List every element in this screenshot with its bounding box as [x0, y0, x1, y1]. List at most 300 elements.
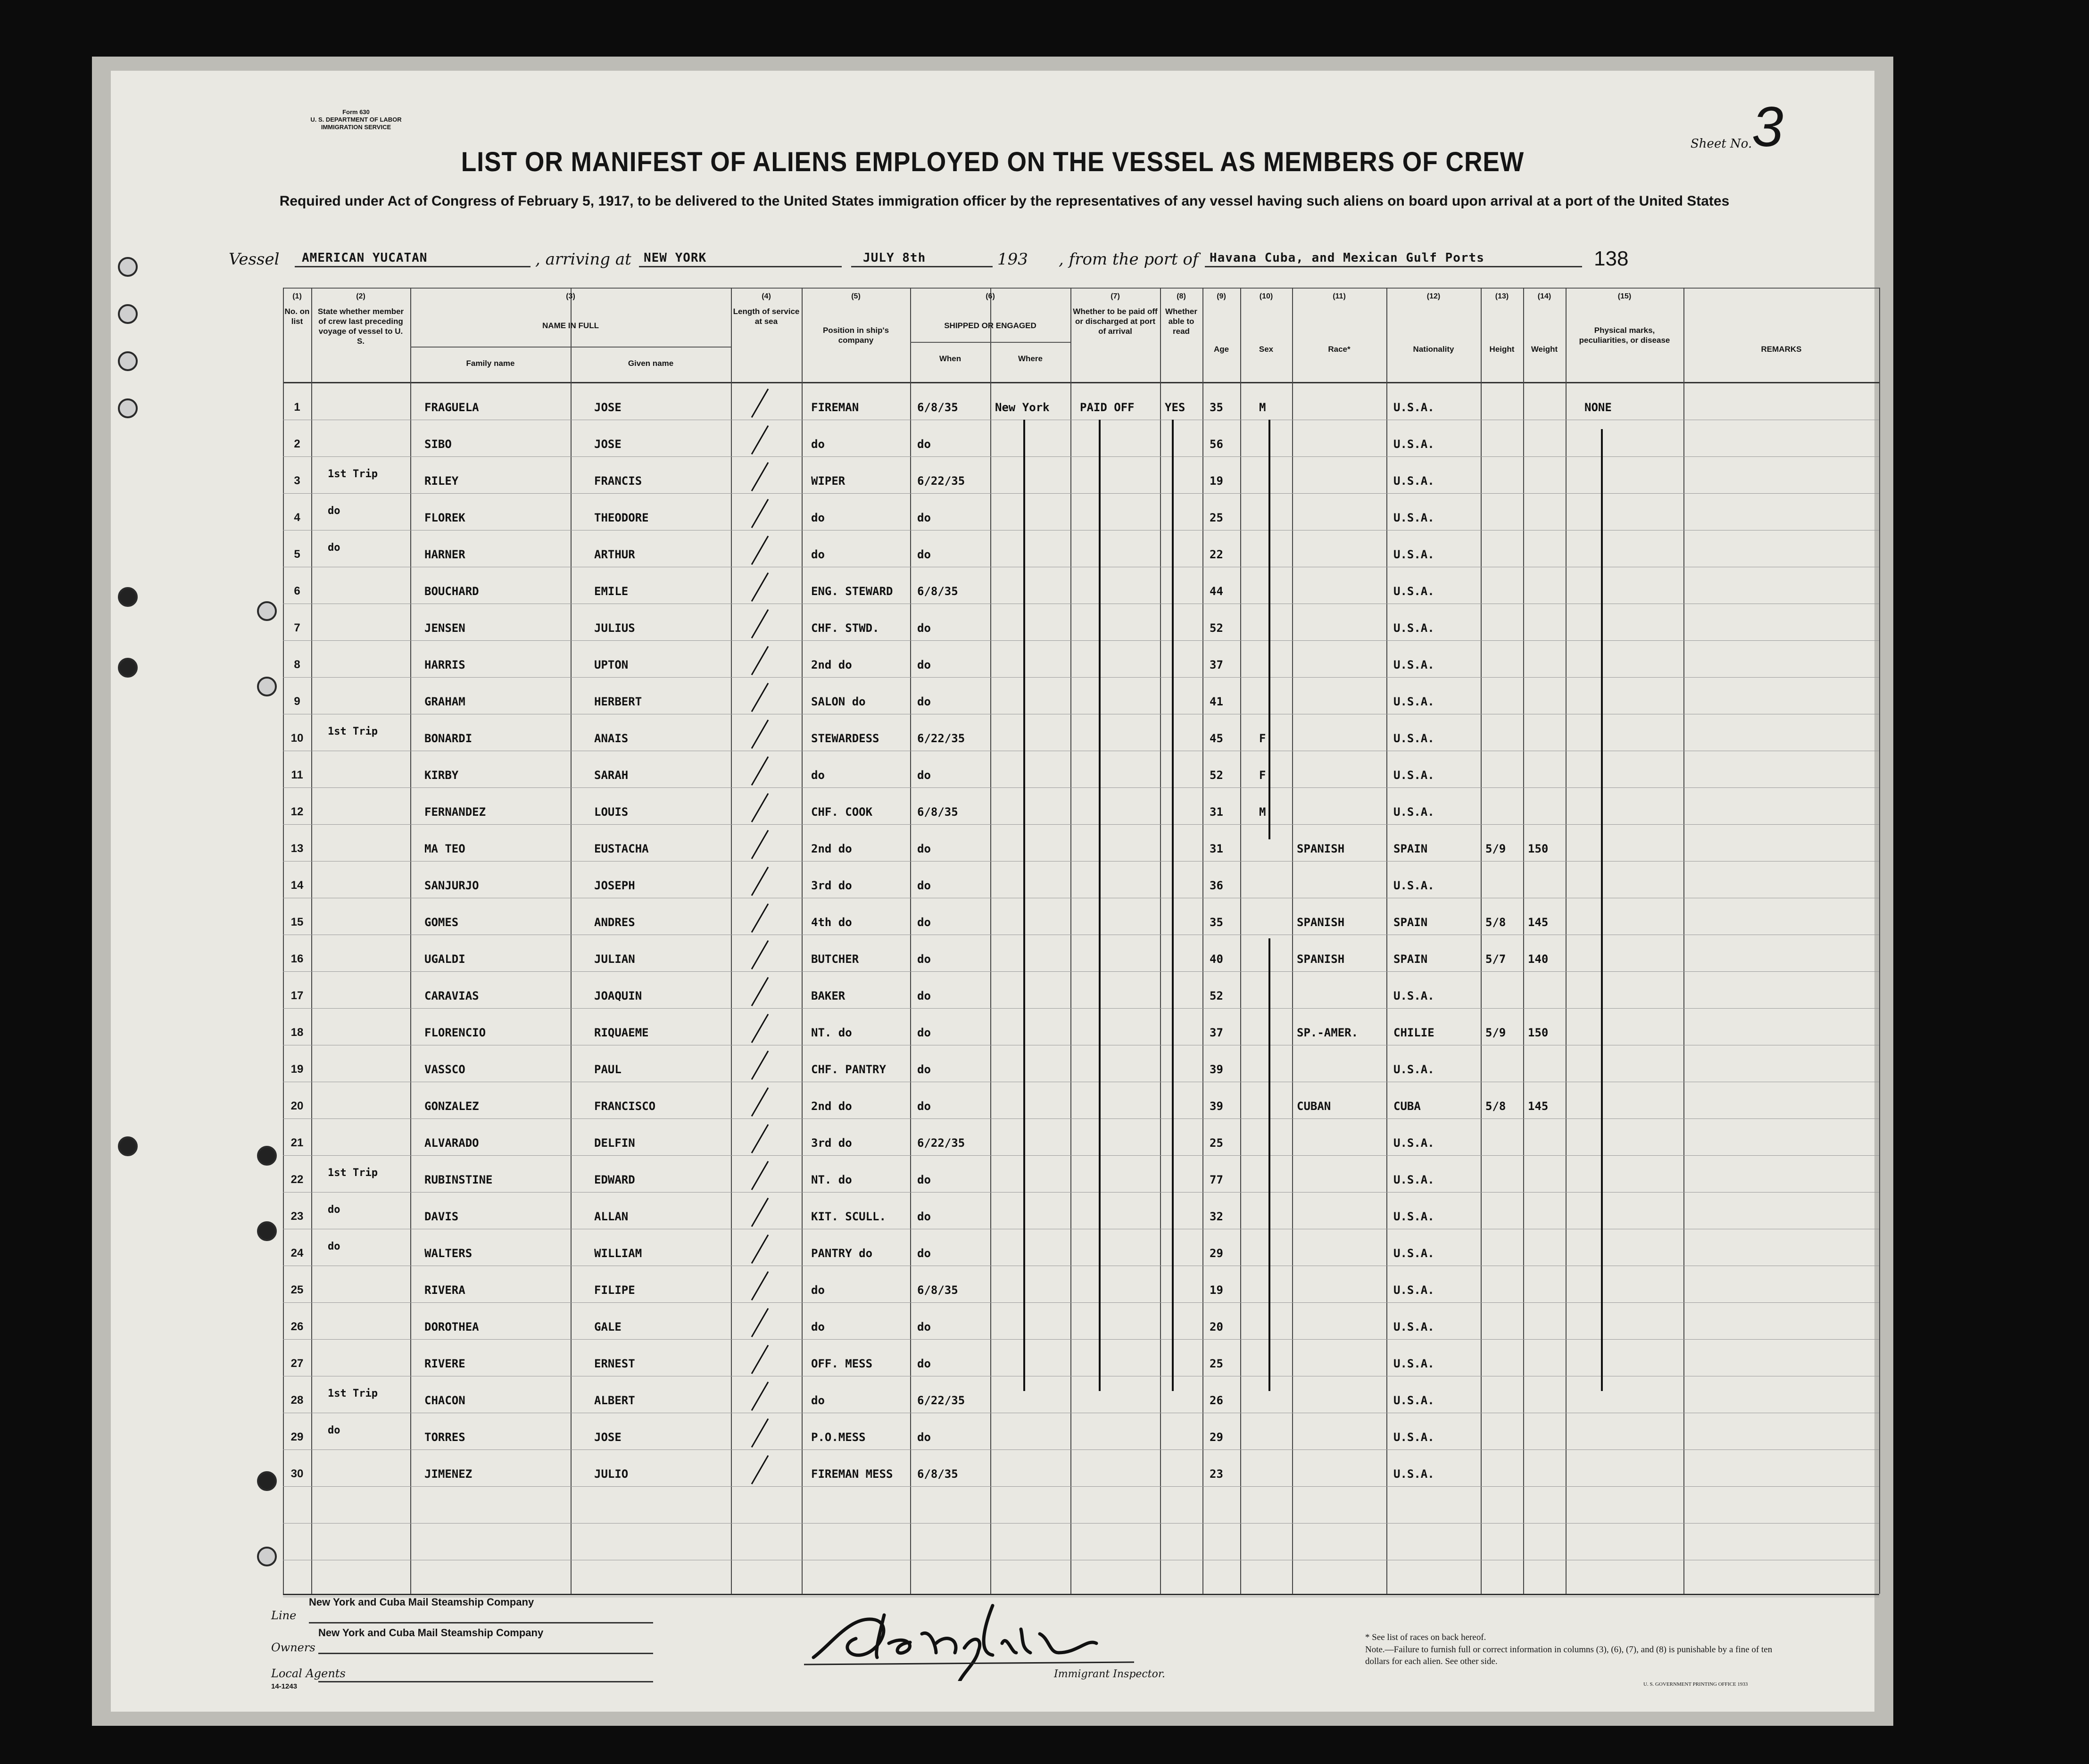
- row-paid-off: PAID OFF: [1080, 401, 1135, 414]
- row-shipped-when: do: [917, 548, 931, 561]
- row-number: 2: [294, 438, 300, 450]
- row-age: 37: [1210, 658, 1223, 671]
- row-given-name: ALBERT: [594, 1394, 635, 1407]
- col7-header: Whether to be paid off or discharged at port of arrival: [1073, 307, 1158, 336]
- row-shipped-when: do: [917, 1100, 931, 1113]
- row-family-name: CHACON: [424, 1394, 465, 1407]
- row-position: do: [811, 1394, 825, 1407]
- row-number: 9: [294, 695, 300, 708]
- row-number: 5: [294, 548, 300, 561]
- row-family-name: RILEY: [424, 474, 459, 488]
- row-family-name: RIVERA: [424, 1284, 465, 1297]
- table-top-border: [283, 288, 1879, 289]
- row-number: 24: [290, 1247, 304, 1259]
- row-family-name: RUBINSTINE: [424, 1173, 493, 1186]
- row-number: 10: [290, 732, 304, 745]
- row-given-name: FILIPE: [594, 1284, 635, 1297]
- arrival-port-underline: [639, 266, 842, 267]
- row-family-name: HARNER: [424, 548, 465, 561]
- row-height: 5/8: [1485, 916, 1506, 929]
- row-number: 6: [294, 585, 300, 597]
- service-check-mark: [751, 1161, 769, 1190]
- row-age: 19: [1210, 474, 1223, 488]
- row-shipped-when: do: [917, 1026, 931, 1039]
- remarks-header: REMARKS: [1761, 345, 1802, 354]
- crew-table: [283, 288, 1879, 1594]
- service-check-mark: [751, 462, 769, 491]
- row-number: 13: [290, 842, 304, 855]
- row-position: KIT. SCULL.: [811, 1210, 886, 1223]
- row-position: STEWARDESS: [811, 732, 879, 745]
- form-service: IMMIGRATION SERVICE: [321, 124, 391, 131]
- row-age: 32: [1210, 1210, 1223, 1223]
- column-divider: [1481, 288, 1482, 1594]
- row-position: BAKER: [811, 989, 846, 1002]
- row-position: OFF. MESS: [811, 1357, 873, 1370]
- row-given-name: WILLIAM: [594, 1247, 642, 1260]
- form-identifier: [290, 108, 422, 131]
- row-shipped-when: do: [917, 621, 931, 635]
- row-position: BUTCHER: [811, 952, 859, 966]
- row-number: 12: [290, 805, 304, 818]
- row-shipped-when: do: [917, 1210, 931, 1223]
- row-previous-voyage: 1st Trip: [328, 1388, 378, 1400]
- row-weight: 150: [1528, 842, 1549, 855]
- row-previous-voyage: 1st Trip: [328, 1167, 378, 1179]
- row-weight: 150: [1528, 1026, 1549, 1039]
- row-number: 27: [290, 1357, 304, 1370]
- binder-hole: [257, 601, 277, 621]
- service-check-mark: [751, 572, 769, 602]
- row-sex: F: [1259, 732, 1266, 745]
- row-nationality: U.S.A.: [1393, 585, 1434, 598]
- service-check-mark: [751, 1455, 769, 1484]
- row-previous-voyage: do: [328, 1241, 340, 1252]
- row-given-name: JULIUS: [594, 621, 635, 635]
- col15-number: (15): [1617, 292, 1632, 300]
- ditto-line: [1268, 420, 1270, 839]
- row-given-name: RIQUAEME: [594, 1026, 649, 1039]
- row-nationality: U.S.A.: [1393, 511, 1434, 524]
- col11-number: (11): [1333, 292, 1346, 300]
- service-check-mark: [751, 389, 769, 418]
- row-position: do: [811, 769, 825, 782]
- service-check-mark: [751, 720, 769, 749]
- col9-header: Age: [1213, 345, 1229, 354]
- row-given-name: ALLAN: [594, 1210, 629, 1223]
- header-bottom-border: [283, 382, 1879, 383]
- row-number: 15: [290, 916, 304, 928]
- row-age: 31: [1210, 805, 1223, 819]
- row-given-name: EMILE: [594, 585, 629, 598]
- row-shipped-when: do: [917, 842, 931, 855]
- col2-header: State whether member of crew last preceding voyage of vessel to U. S.: [317, 307, 404, 346]
- row-nationality: CUBA: [1393, 1100, 1421, 1113]
- column-divider: [1202, 288, 1203, 1594]
- row-age: 52: [1210, 621, 1223, 635]
- row-shipped-when: 6/8/35: [917, 805, 958, 819]
- row-nationality: U.S.A.: [1393, 1173, 1434, 1186]
- service-check-mark: [751, 903, 769, 933]
- binder-hole: [118, 304, 138, 324]
- row-age: 23: [1210, 1467, 1223, 1481]
- col14-header: Weight: [1531, 345, 1558, 354]
- binder-hole: [118, 1136, 138, 1156]
- row-shipped-when: do: [917, 1063, 931, 1076]
- row-position: do: [811, 438, 825, 451]
- row-nationality: U.S.A.: [1393, 1284, 1434, 1297]
- row-family-name: BONARDI: [424, 732, 473, 745]
- col11-header: Race*: [1328, 345, 1351, 354]
- column-divider: [1160, 288, 1161, 1594]
- row-nationality: U.S.A.: [1393, 769, 1434, 782]
- inspector-label: Immigrant Inspector.: [1054, 1668, 1165, 1680]
- row-race: SPANISH: [1297, 952, 1345, 966]
- service-check-mark: [751, 793, 769, 822]
- col15-header: Physical marks, peculiarities, or disease: [1579, 326, 1670, 345]
- row-age: 45: [1210, 732, 1223, 745]
- service-check-mark: [751, 683, 769, 712]
- ruled-line: [283, 824, 1879, 825]
- vessel-label: Vessel: [229, 250, 280, 269]
- row-position: 3rd do: [811, 879, 852, 892]
- ruled-line: [283, 493, 1879, 494]
- row-previous-voyage: do: [328, 505, 340, 517]
- service-check-mark: [751, 536, 769, 565]
- row-given-name: JOSEPH: [594, 879, 635, 892]
- row-position: 2nd do: [811, 842, 852, 855]
- row-nationality: U.S.A.: [1393, 1357, 1434, 1370]
- row-number: 25: [290, 1284, 304, 1296]
- row-race: SPANISH: [1297, 916, 1345, 929]
- row-given-name: JOSE: [594, 1431, 622, 1444]
- col10-header: Sex: [1259, 345, 1274, 354]
- row-family-name: DAVIS: [424, 1210, 459, 1223]
- row-family-name: WALTERS: [424, 1247, 473, 1260]
- row-race: SPANISH: [1297, 842, 1345, 855]
- row-given-name: HERBERT: [594, 695, 642, 708]
- row-family-name: JIMENEZ: [424, 1467, 473, 1481]
- row-shipped-where: New York: [995, 401, 1050, 414]
- row-shipped-when: do: [917, 769, 931, 782]
- row-shipped-when: 6/8/35: [917, 1467, 958, 1481]
- row-shipped-when: 6/8/35: [917, 401, 958, 414]
- row-position: NT. do: [811, 1173, 852, 1186]
- row-nationality: U.S.A.: [1393, 732, 1434, 745]
- row-given-name: FRANCIS: [594, 474, 642, 488]
- row-family-name: BOUCHARD: [424, 585, 479, 598]
- service-check-mark: [751, 609, 769, 638]
- row-family-name: FLORENCIO: [424, 1026, 486, 1039]
- service-check-mark: [751, 1418, 769, 1448]
- row-family-name: VASSCO: [424, 1063, 465, 1076]
- row-nationality: U.S.A.: [1393, 621, 1434, 635]
- ruled-line: [283, 1486, 1879, 1487]
- row-sex: M: [1259, 805, 1266, 819]
- form-number: Form 630: [342, 108, 370, 116]
- row-previous-voyage: do: [328, 1204, 340, 1216]
- footnote-penalty: Note.—Failure to furnish full or correct information in columns (3), (6), (7), and (8) is punishable by a fine of ten dollars for each alien. See other side.: [1365, 1645, 1773, 1666]
- col3-number: (3): [566, 292, 575, 300]
- row-nationality: U.S.A.: [1393, 805, 1434, 819]
- arriving-label: , arriving at: [535, 250, 631, 269]
- row-number: 21: [290, 1136, 304, 1149]
- row-height: 5/9: [1485, 1026, 1506, 1039]
- col10-number: (10): [1259, 292, 1273, 300]
- row-given-name: JULIO: [594, 1467, 629, 1481]
- service-check-mark: [751, 646, 769, 675]
- binder-hole: [257, 1547, 277, 1566]
- row-position: WIPER: [811, 474, 846, 488]
- row-family-name: TORRES: [424, 1431, 465, 1444]
- name-header-divider: [410, 347, 731, 348]
- row-number: 18: [290, 1026, 304, 1039]
- row-position: FIREMAN MESS: [811, 1467, 893, 1481]
- arrival-year: 193: [997, 250, 1028, 269]
- service-check-mark: [751, 425, 769, 455]
- row-age: 35: [1210, 401, 1223, 414]
- row-given-name: PAUL: [594, 1063, 622, 1076]
- row-position: CHF. PANTRY: [811, 1063, 886, 1076]
- row-given-name: JOAQUIN: [594, 989, 642, 1002]
- row-shipped-when: do: [917, 916, 931, 929]
- row-nationality: U.S.A.: [1393, 548, 1434, 561]
- line-label: Line: [271, 1609, 297, 1622]
- row-nationality: SPAIN: [1393, 952, 1428, 966]
- column-divider: [1070, 288, 1071, 1594]
- row-age: 52: [1210, 769, 1223, 782]
- col9-number: (9): [1217, 292, 1226, 300]
- ruled-line: [283, 971, 1879, 972]
- row-shipped-when: do: [917, 952, 931, 966]
- sheet-number-label: Sheet No.: [1691, 137, 1752, 151]
- ruled-line: [283, 787, 1879, 788]
- ditto-line: [1172, 420, 1174, 1391]
- row-nationality: U.S.A.: [1393, 1210, 1434, 1223]
- row-age: 25: [1210, 511, 1223, 524]
- service-check-mark: [751, 830, 769, 859]
- line-value: New York and Cuba Mail Steamship Company: [309, 1596, 534, 1608]
- row-position: do: [811, 548, 825, 561]
- row-shipped-when: do: [917, 1431, 931, 1444]
- row-race: CUBAN: [1297, 1100, 1331, 1113]
- row-age: 56: [1210, 438, 1223, 451]
- binder-hole: [118, 398, 138, 418]
- row-number: 4: [294, 511, 300, 524]
- row-age: 77: [1210, 1173, 1223, 1186]
- row-family-name: FLOREK: [424, 511, 465, 524]
- col6-where-header: Where: [1018, 354, 1043, 363]
- row-number: 23: [290, 1210, 304, 1223]
- row-position: 3rd do: [811, 1136, 852, 1150]
- row-family-name: GRAHAM: [424, 695, 465, 708]
- row-number: 29: [290, 1431, 304, 1443]
- row-shipped-when: do: [917, 438, 931, 451]
- col8-number: (8): [1177, 292, 1186, 300]
- col1-number: (1): [292, 292, 302, 300]
- row-age: 40: [1210, 952, 1223, 966]
- row-nationality: U.S.A.: [1393, 1063, 1434, 1076]
- column-divider: [1523, 288, 1524, 1594]
- row-height: 5/7: [1485, 952, 1506, 966]
- row-age: 37: [1210, 1026, 1223, 1039]
- row-nationality: U.S.A.: [1393, 1320, 1434, 1333]
- ditto-line: [1099, 420, 1101, 1391]
- row-position: CHF. COOK: [811, 805, 873, 819]
- row-height: 5/9: [1485, 842, 1506, 855]
- service-check-mark: [751, 1124, 769, 1153]
- column-divider: [1683, 288, 1684, 1594]
- row-given-name: GALE: [594, 1320, 622, 1333]
- row-number: 7: [294, 621, 300, 634]
- row-nationality: U.S.A.: [1393, 1136, 1434, 1150]
- row-height: 5/8: [1485, 1100, 1506, 1113]
- row-age: 39: [1210, 1063, 1223, 1076]
- from-port-underline: [1205, 266, 1582, 267]
- service-check-mark: [751, 1234, 769, 1264]
- row-age: 29: [1210, 1431, 1223, 1444]
- row-sex: M: [1259, 401, 1266, 414]
- service-check-mark: [751, 1345, 769, 1374]
- row-age: 41: [1210, 695, 1223, 708]
- row-nationality: U.S.A.: [1393, 989, 1434, 1002]
- service-check-mark: [751, 940, 769, 969]
- row-shipped-when: 6/22/35: [917, 732, 965, 745]
- row-position: 2nd do: [811, 1100, 852, 1113]
- ditto-line: [1268, 938, 1270, 1391]
- row-nationality: U.S.A.: [1393, 1431, 1434, 1444]
- binder-hole: [118, 658, 138, 678]
- binder-hole: [257, 1146, 277, 1166]
- row-shipped-when: do: [917, 989, 931, 1002]
- binder-hole: [118, 351, 138, 371]
- row-sex: F: [1259, 769, 1266, 782]
- ruled-line: [283, 456, 1879, 457]
- from-port-label: , from the port of: [1059, 250, 1199, 269]
- ditto-line: [1601, 429, 1603, 1391]
- col3-family-header: Family name: [466, 359, 515, 368]
- row-family-name: FERNANDEZ: [424, 805, 486, 819]
- row-nationality: U.S.A.: [1393, 695, 1434, 708]
- col6-header: SHIPPED OR ENGAGED: [944, 321, 1036, 330]
- row-shipped-when: do: [917, 658, 931, 671]
- ruled-line: [283, 1192, 1879, 1193]
- row-family-name: GONZALEZ: [424, 1100, 479, 1113]
- line-underline: [309, 1622, 653, 1623]
- row-shipped-when: do: [917, 511, 931, 524]
- row-family-name: CARAVIAS: [424, 989, 479, 1002]
- sheet-number-value: 3: [1752, 95, 1783, 158]
- row-number: 14: [290, 879, 304, 892]
- service-check-mark: [751, 1051, 769, 1080]
- row-shipped-when: 6/22/35: [917, 1394, 965, 1407]
- row-position: do: [811, 511, 825, 524]
- row-shipped-when: 6/8/35: [917, 585, 958, 598]
- row-number: 19: [290, 1063, 304, 1076]
- row-position: FIREMAN: [811, 401, 859, 414]
- row-age: 20: [1210, 1320, 1223, 1333]
- row-age: 44: [1210, 585, 1223, 598]
- row-weight: 145: [1528, 916, 1549, 929]
- row-number: 3: [294, 474, 300, 487]
- row-given-name: SARAH: [594, 769, 629, 782]
- shipped-header-divider: [910, 342, 1070, 343]
- row-shipped-when: 6/22/35: [917, 1136, 965, 1150]
- row-position: P.O.MESS: [811, 1431, 866, 1444]
- row-given-name: THEODORE: [594, 511, 649, 524]
- row-number: 20: [290, 1100, 304, 1112]
- row-physical-marks: NONE: [1584, 401, 1612, 414]
- row-given-name: UPTON: [594, 658, 629, 671]
- row-position: 2nd do: [811, 658, 852, 671]
- owners-underline: [318, 1653, 653, 1654]
- row-previous-voyage: 1st Trip: [328, 468, 378, 480]
- arrival-port: NEW YORK: [644, 251, 707, 265]
- column-divider: [1386, 288, 1387, 1594]
- column-divider: [802, 288, 803, 1594]
- owners-value: New York and Cuba Mail Steamship Company: [318, 1627, 544, 1639]
- column-divider: [910, 288, 911, 1594]
- row-family-name: GOMES: [424, 916, 459, 929]
- row-nationality: SPAIN: [1393, 842, 1428, 855]
- row-nationality: SPAIN: [1393, 916, 1428, 929]
- row-given-name: ERNEST: [594, 1357, 635, 1370]
- row-position: 4th do: [811, 916, 852, 929]
- row-given-name: ANDRES: [594, 916, 635, 929]
- row-previous-voyage: 1st Trip: [328, 726, 378, 737]
- row-shipped-when: do: [917, 695, 931, 708]
- row-age: 35: [1210, 916, 1223, 929]
- service-check-mark: [751, 1271, 769, 1300]
- row-previous-voyage: do: [328, 542, 340, 554]
- row-nationality: U.S.A.: [1393, 658, 1434, 671]
- binder-hole: [118, 257, 138, 277]
- vessel-name: AMERICAN YUCATAN: [302, 251, 428, 265]
- column-divider: [1879, 288, 1880, 1594]
- col7-number: (7): [1111, 292, 1120, 300]
- row-age: 25: [1210, 1357, 1223, 1370]
- column-divider: [990, 288, 991, 1594]
- row-position: do: [811, 1284, 825, 1297]
- row-nationality: U.S.A.: [1393, 1394, 1434, 1407]
- row-number: 1: [294, 401, 300, 414]
- page-subtitle: Required under Act of Congress of February 5, 1917, to be delivered to the United States immigration officer by the representatives of any vessel having such aliens on board upon arrival at a port of the United States: [279, 193, 1730, 209]
- row-number: 11: [291, 769, 303, 781]
- row-previous-voyage: do: [328, 1424, 340, 1436]
- row-weight: 140: [1528, 952, 1549, 966]
- col13-header: Height: [1489, 345, 1515, 354]
- row-position: PANTRY do: [811, 1247, 873, 1260]
- agents-underline: [318, 1681, 653, 1682]
- row-shipped-when: do: [917, 1320, 931, 1333]
- manifest-sheet: [111, 71, 1874, 1712]
- service-check-mark: [751, 756, 769, 786]
- row-nationality: U.S.A.: [1393, 401, 1434, 414]
- col3-header: NAME IN FULL: [542, 321, 599, 330]
- arrival-date-underline: [851, 266, 993, 267]
- col8-header: Whether able to read: [1165, 307, 1197, 336]
- row-shipped-when: do: [917, 1357, 931, 1370]
- column-divider: [311, 288, 312, 1594]
- row-nationality: U.S.A.: [1393, 1467, 1434, 1481]
- ditto-line: [1023, 420, 1025, 1391]
- printer-mark: U. S. GOVERNMENT PRINTING OFFICE 1933: [1643, 1681, 1748, 1687]
- row-given-name: JOSE: [594, 401, 622, 414]
- row-number: 26: [290, 1320, 304, 1333]
- service-check-mark: [751, 1087, 769, 1117]
- row-given-name: JOSE: [594, 438, 622, 451]
- ruled-line: [283, 640, 1879, 641]
